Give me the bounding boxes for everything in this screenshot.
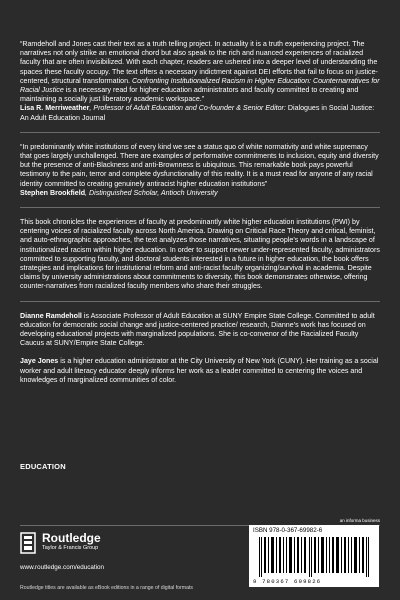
- publisher-url[interactable]: www.routledge.com/education: [20, 564, 105, 571]
- routledge-logo-icon: [20, 532, 36, 554]
- description-text: This book chronicles the experiences of faculty at predominantly white higher education institutions (PWI) by centering voices of racialized faculty across North America. Drawing on Critical Race Theory and critical, feminist, and auto-ethnographic approaches, the text analyzes those narratives, situating people’s words in a landscape of institutionalized racism within higher education. In order to support newer under-represented faculty, administrators committed to supporting faculty, and doctoral students interested in a future in higher education, the book offers strategies and implications for institutional reform and anti-racist faculty organizing/survival in academia. Despite claims by university administrations about commitments to diversity, this book demonstrates otherwise, offering counter-narratives from racialized faculty members who share their struggles.: [20, 218, 380, 291]
- review-2: [20, 143, 380, 198]
- author-bio-2: [20, 357, 380, 385]
- review-1-role: , Professor of Adult Education and Co-founder & Senior Editor:: [89, 104, 288, 113]
- author-2-bio: is a higher education administrator at the City University of New York (CUNY). Her training as a social worker and adult literacy educator deeply informs her work as a leader committed to centering the voices and knowledges of marginalized communities of color.: [20, 357, 379, 384]
- review-1-text-b: is a necessary read for higher education administrators and faculty committed to creating and maintaining a socially just liberatory academic workspace.”: [20, 86, 359, 104]
- subject-category: EDUCATION: [20, 462, 66, 471]
- review-2-role: , Distinguished Scholar, Antioch University: [85, 188, 218, 197]
- review-1-book-title: Confronting Institutionalized Racism in Higher Education: Counternarratives for Racial Justice: [20, 76, 380, 95]
- informa-tagline: an informa business: [339, 518, 380, 523]
- book-description: [20, 218, 380, 292]
- review-2-name: Stephen Brookfield: [20, 188, 86, 197]
- author-bio-1: [20, 312, 380, 349]
- review-1-name: Lisa R. Merriweather: [20, 104, 90, 113]
- isbn: ISBN 978-0-367-69982-6: [253, 527, 323, 534]
- divider: [20, 132, 380, 133]
- publisher-name: Routledge: [42, 531, 101, 545]
- review-1-journal: Dialogues in Social Justice: An Adult Education Journal: [20, 104, 375, 122]
- publisher-group: Taylor & Francis Group: [42, 545, 99, 551]
- barcode-panel: [249, 525, 379, 587]
- cover-text: [20, 40, 380, 394]
- review-2-text: “In predominantly white institutions of every kind we see a status quo of white normativity and white supremacy that goes largely unchallenged. There are examples of performative commitments to inclusion, equity and diversity but the presence of anti-Blackness and anti-Brownness is ubiquitous. This remarkable book pays powerful testimony to the pain, terror and complete dysfunctionality of this reality. It is a must read for anyone of any racial identity committed to creating genuinely antiracist higher education institutions”: [20, 142, 379, 188]
- author-1-bio: is Associate Professor of Adult Education at SUNY Empire State College. Committed to adult education for democratic social change and justice-centered practice/ research, Dianne’s work has focused on developing educational projects with marginalized populations. She is co-convenor of the Racialized Faculty Caucus at SUNY/Empire State College.: [20, 311, 375, 348]
- review-1: [20, 40, 380, 123]
- barcode-icon: [259, 537, 369, 577]
- author-2-name: Jaye Jones: [20, 357, 59, 366]
- barcode-digits: 9 780367 699826: [253, 578, 322, 585]
- publisher-logo: [20, 532, 101, 554]
- review-1-text-a: “Ramdeholl and Jones cast their text as a truth telling project. In actuality it is a truth experiencing project. The narratives not only strike an emotional chord but also speak to the rich and nuanced experiences of racialized faculty that are often invisibilized. With each chapter, readers are ushered into a deeper level of understanding the spaces these faculty occupy. The text offers a necessary indictment against DEI efforts that fail to focus on justice-centered, structural transformation.: [20, 40, 378, 85]
- ebook-note: Routledge titles are available as eBook editions in a range of digital formats: [20, 585, 194, 591]
- author-1-name: Dianne Ramdeholl: [20, 311, 82, 320]
- divider: [20, 301, 380, 302]
- divider: [20, 207, 380, 208]
